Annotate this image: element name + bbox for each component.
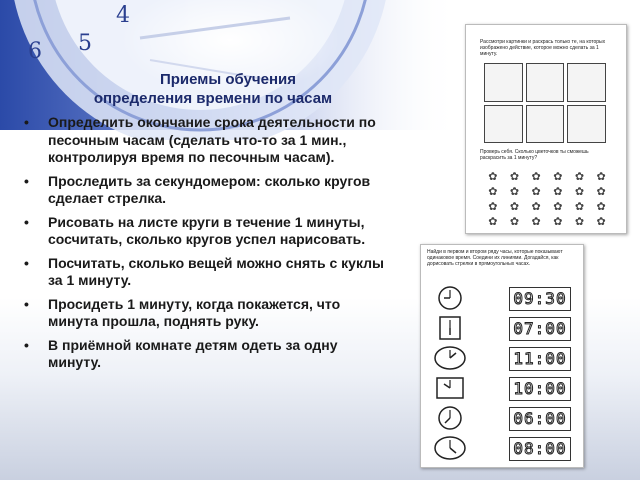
flower-icon: ✿	[531, 171, 541, 183]
analog-clock-icon	[433, 435, 467, 461]
flower-icon: ✿	[596, 216, 606, 228]
flower-icon: ✿	[531, 186, 541, 198]
bullet-icon: •	[24, 254, 29, 271]
flower-icon: ✿	[509, 171, 520, 183]
worksheet-clocks-image	[420, 244, 584, 468]
analog-clock-icon	[433, 285, 467, 311]
flower-icon: ✿	[553, 201, 563, 213]
worksheet1-picture	[484, 105, 523, 144]
clock-row	[429, 345, 573, 371]
flower-icon: ✿	[574, 171, 585, 183]
flower-icon: ✿	[531, 216, 541, 228]
clock-row	[429, 285, 573, 311]
worksheet1-check: Проверь себя. Сколько цветочков ты сможешь раскрасить за 1 минуту?	[480, 149, 589, 161]
deco-number-4: 4	[116, 3, 130, 28]
worksheet-actions-image	[465, 24, 627, 234]
digital-clock: 10:00	[509, 377, 571, 401]
worksheet2-instruction: Найди в первом и втором ряду часы, которые показывают одинаковое время. Соедини их линиями. Догадайся, как дорисовать стрелки в прямоугольных часах.	[427, 249, 563, 267]
worksheet1-picture	[526, 105, 565, 144]
page-title	[48, 70, 378, 108]
flower-icon: ✿	[509, 216, 520, 228]
analog-clock-icon	[433, 405, 467, 431]
clock-row	[429, 315, 573, 341]
flower-icon: ✿	[553, 186, 563, 198]
flower-icon: ✿	[509, 186, 520, 198]
flower-icon: ✿	[488, 186, 498, 198]
digital-clock: 06:00	[509, 407, 571, 431]
bullet-icon: •	[24, 336, 29, 353]
digital-clock: 09:30	[509, 287, 571, 311]
clock-row	[429, 375, 573, 401]
list-item	[22, 173, 392, 208]
bullet-icon: •	[24, 213, 29, 230]
flower-icon: ✿	[596, 201, 606, 213]
bullet-text: В приёмной комнате детям одеть за одну минуту.	[48, 336, 338, 370]
flower-icon: ✿	[488, 216, 498, 228]
analog-clock-icon	[433, 315, 467, 341]
digital-clock: 11:00	[509, 347, 571, 371]
bullet-text: Просидеть 1 минуту, когда покажется, что минута прошла, поднять руку.	[48, 295, 341, 329]
worksheet1-picture	[567, 63, 606, 102]
worksheet1-picture	[567, 105, 606, 144]
flower-icon: ✿	[488, 201, 498, 213]
list-item	[22, 296, 392, 331]
title-line-2: определения времени по часам	[93, 90, 333, 107]
flower-icon: ✿	[509, 201, 520, 213]
clock-row	[429, 405, 573, 431]
clock-row	[429, 435, 573, 461]
flower-icon: ✿	[596, 171, 606, 183]
bullet-icon: •	[24, 114, 29, 130]
analog-clock-icon	[433, 345, 467, 371]
bullet-list	[22, 114, 392, 378]
list-item	[22, 255, 392, 290]
deco-number-6: 6	[28, 39, 42, 64]
flower-icon: ✿	[553, 216, 563, 228]
bullet-text: Рисовать на листе круги в течение 1 минуты, сосчитать, сколько кругов успел нарисовать.	[48, 213, 366, 247]
bullet-icon: •	[24, 295, 29, 312]
flower-icon: ✿	[553, 171, 563, 183]
flower-icon: ✿	[596, 186, 606, 198]
digital-clock: 08:00	[509, 437, 571, 461]
list-item	[22, 337, 392, 372]
list-item	[22, 114, 392, 167]
worksheet1-flowers	[482, 171, 612, 228]
bullet-icon: •	[24, 172, 29, 189]
deco-number-5: 5	[78, 31, 92, 56]
title-line-1: Приемы обучения	[159, 71, 297, 88]
flower-icon: ✿	[531, 201, 541, 213]
flower-icon: ✿	[488, 171, 498, 183]
bullet-text: Проследить за секундомером: сколько кругов сделает стрелка.	[48, 172, 371, 206]
worksheet1-instruction: Рассмотри картинки и раскрась только те, на которых изображено действие, которое можно сделать за 1 минуту.	[480, 39, 606, 57]
flower-icon: ✿	[574, 186, 585, 198]
bullet-text: Определить окончание срока деятельности по песочным часам (сделать что-то за 1 мин., контролируя время по песочным часам).	[48, 114, 376, 165]
flower-icon: ✿	[574, 201, 585, 213]
list-item	[22, 214, 392, 249]
flower-icon: ✿	[574, 216, 585, 228]
worksheet1-picture	[526, 63, 565, 102]
worksheet1-picture	[484, 63, 523, 102]
bullet-text: Посчитать, сколько вещей можно снять с куклы за 1 минуту.	[48, 254, 384, 288]
digital-clock: 07:00	[509, 317, 571, 341]
worksheet1-picture-grid	[484, 63, 606, 143]
analog-clock-icon	[433, 375, 467, 401]
